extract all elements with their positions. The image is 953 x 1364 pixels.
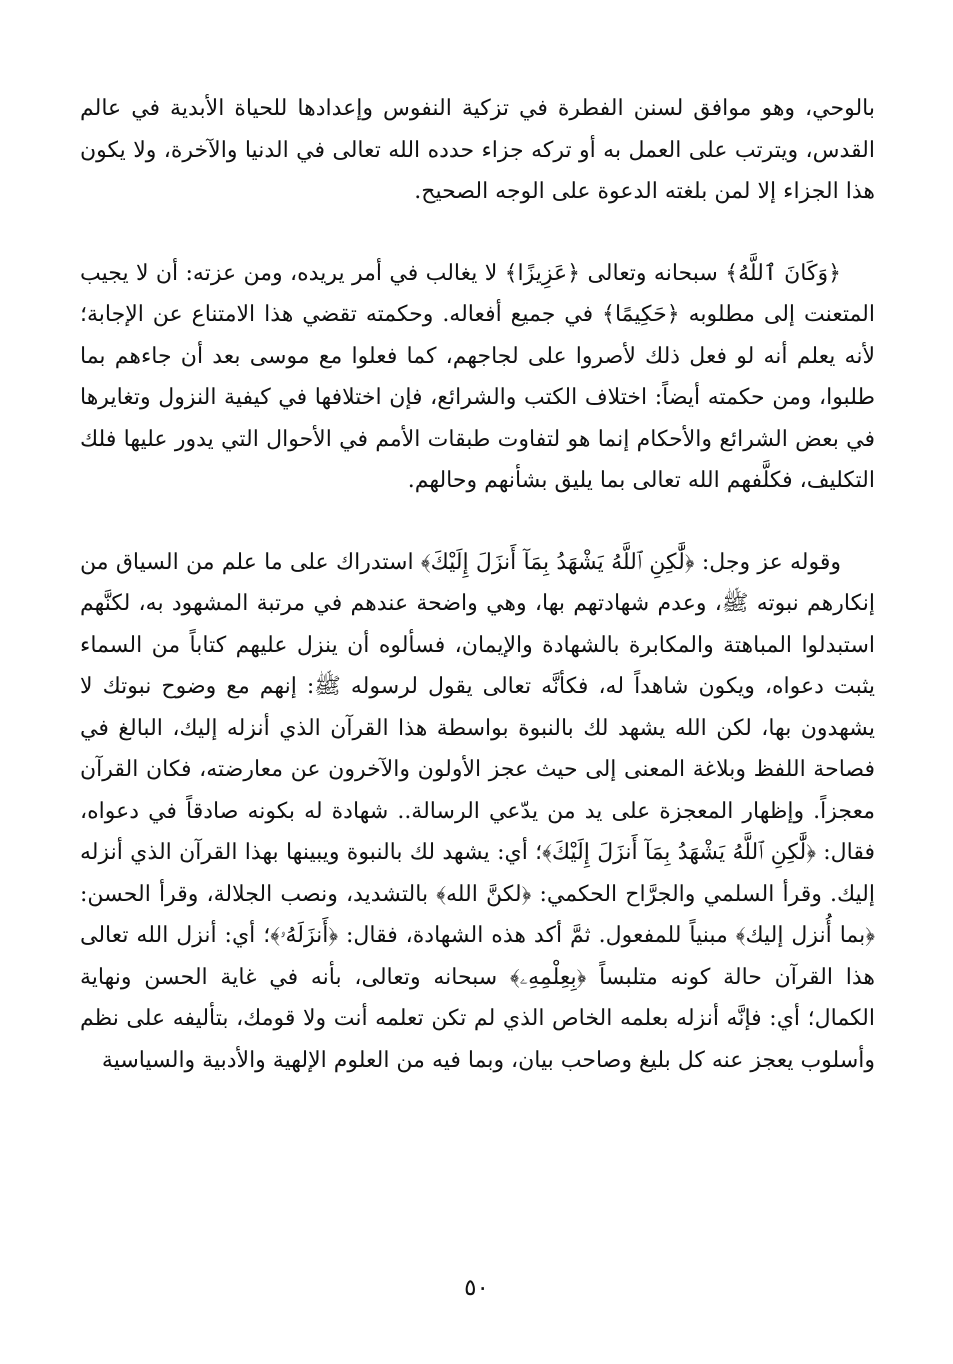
page-number: ٥٠: [464, 1275, 489, 1301]
book-page: [80, 80, 875, 1300]
paragraph-aziz-hakim: ﴿وَكَانَ ٱللَّهُ﴾ سبحانه وتعالى ﴿عَزِيزًا﴾ لا يغالب في أمر يريده، ومن عزته: أن لا يجيب المتعنت إلى مطلوبه ﴿حَكِيمًا﴾ في جميع أفعاله. وحكمته تقضي هذا الامتناع عن الإجابة؛ لأنه يعلم أنه لو فعل ذلك لأصروا على لجاجهم، كما فعلوا مع موسى بعد أن جاءهم بما طلبوا، ومن حكمته أيضاً: اختلاف الكتب والشرائع، فإن اختلافها في كيفية النزول وتغايرها في بعض الشرائع والأحكام إنما هو لتفاوت طبقات الأمم في الأحوال التي يدور عليها فلك التكليف، فكلَّفهم الله تعالى بما يليق بشأنهم وحالهم.: [80, 260, 875, 493]
paragraph-lakin-allah-yashhad: وقوله عز وجل: ﴿لَّٰكِنِ ٱللَّهُ يَشْهَدُ بِمَآ أَنزَلَ إِلَيْكَ﴾ استدراك على ما علم من السياق من إنكارهم نبوته ﷺ، وعدم شهادتهم بها، وهي واضحة عندهم في مرتبة المشهود به، لكنَّهم استبدلوا المباهتة والمكابرة بالشهادة والإيمان، فسألوه أن ينزل عليهم كتاباً من السماء يثبت دعواه، ويكون شاهداً له، فكأنَّه تعالى يقول لرسوله ﷺ: إنهم مع وضوح نبوتك لا يشهدون بها، لكن الله يشهد لك بالنبوة بواسطة هذا القرآن الذي أنزله إليك، البالغ في فصاحة اللفظ وبلاغة المعنى إلى حيث عجز الأولون والآخرون عن معارضته، فكان القرآن معجزاً. وإظهار المعجزة على يد من يدّعي الرسالة.. شهادة له بكونه صادقاً في دعواه، فقال: ﴿لَّٰكِنِ ٱللَّهُ يَشْهَدُ بِمَآ أَنزَلَ إِلَيْكَ﴾؛ أي: يشهد لك بالنبوة ويبينها بهذا القرآن الذي أنزله إليك. وقرأ السلمي والجرَّاح الحكمي: ﴿لكنَّ الله﴾ بالتشديد، ونصب الجلالة، وقرأ الحسن: ﴿بما أُنزل إليك﴾ مبنياً للمفعول. ثمَّ أكد هذه الشهادة، فقال: ﴿أَنزَلَهُۥ﴾؛ أي: أنزل الله تعالى هذا القرآن حالة كونه متلبساً ﴿بِعِلْمِهِۦ﴾ سبحانه وتعالى، بأنه في غاية الحسن ونهاية الكمال؛ أي: فإنَّه أنزله بعلمه الخاص الذي لم تكن تعلمه أنت ولا قومك، بتأليفه على نظم وأسلوب يعجز عنه كل بليغ وصاحب بيان، وبما فيه من العلوم الإلهية والأدبية والسياسية: [80, 549, 875, 1073]
paragraph-continuation: بالوحي، وهو موافق لسنن الفطرة في تزكية النفوس وإعدادها للحياة الأبدية في عالم القدس، ويترتب على العمل به أو تركه جزاء حدده الله تعالى في الدنيا والآخرة، ولا يكون هذا الجزاء إلا لمن بلغته الدعوة على الوجه الصحيح.: [80, 96, 875, 204]
